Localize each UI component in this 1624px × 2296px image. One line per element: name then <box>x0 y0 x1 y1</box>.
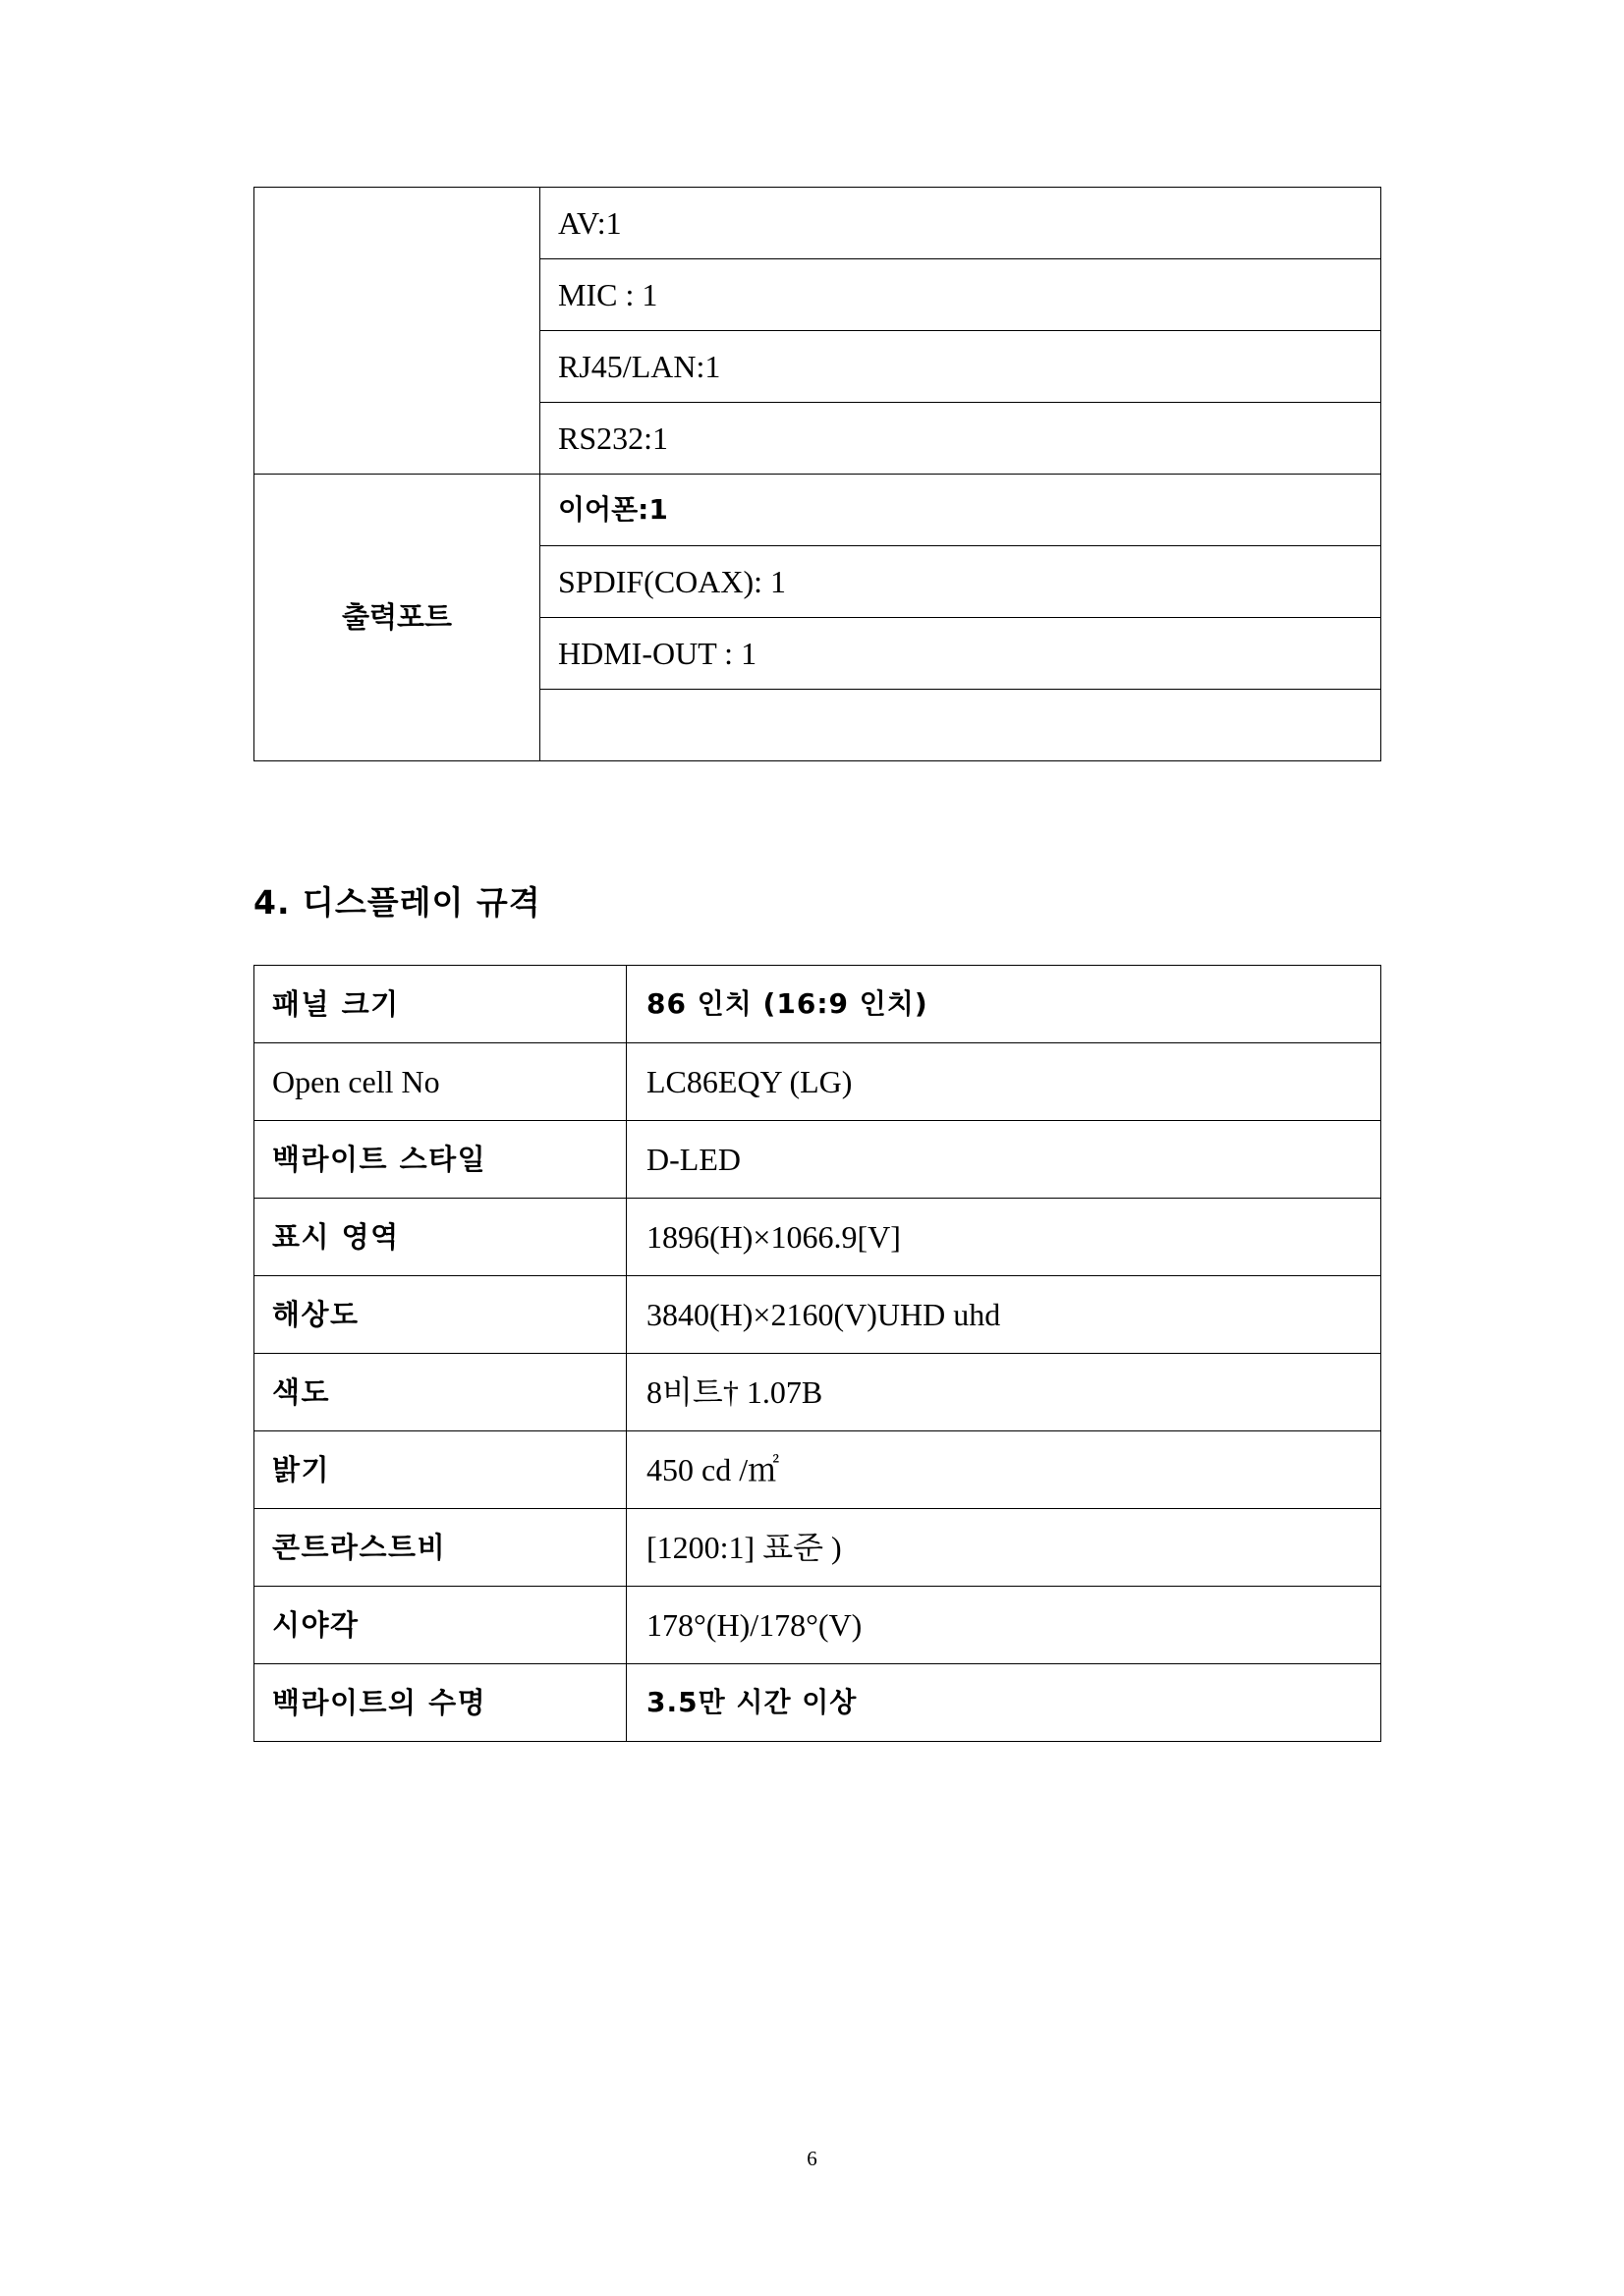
port-value: RJ45/LAN:1 <box>540 331 1381 403</box>
table-row <box>254 1354 1381 1431</box>
spec-value: 8비트† 1.07B <box>627 1354 1381 1431</box>
table-row <box>254 966 1381 1043</box>
table-row <box>254 1431 1381 1509</box>
spec-value: 86 인치 (16:9 인치) <box>627 966 1381 1043</box>
table-row <box>254 1199 1381 1276</box>
spec-value: 3.5만 시간 이상 <box>627 1664 1381 1742</box>
port-value: HDMI-OUT : 1 <box>540 618 1381 690</box>
table-row <box>254 475 1381 546</box>
spec-name: Open cell No <box>254 1043 627 1121</box>
page-number: 6 <box>807 2147 817 2170</box>
port-value: AV:1 <box>540 188 1381 259</box>
spec-value: [1200:1] 표준 ) <box>627 1509 1381 1587</box>
spec-name: 백라이트의 수명 <box>254 1664 627 1742</box>
port-value: SPDIF(COAX): 1 <box>540 546 1381 618</box>
spec-name: 콘트라스트비 <box>254 1509 627 1587</box>
table-row <box>254 1587 1381 1664</box>
page-content <box>253 187 1381 1742</box>
table-row <box>254 1043 1381 1121</box>
table-row <box>254 188 1381 259</box>
spec-name: 해상도 <box>254 1276 627 1354</box>
spec-name: 패널 크기 <box>254 966 627 1043</box>
ports-label-empty-top <box>254 188 540 475</box>
spec-value: 450 cd /㎡ <box>627 1431 1381 1509</box>
port-value-empty <box>540 690 1381 761</box>
port-value: RS232:1 <box>540 403 1381 475</box>
spec-name: 색도 <box>254 1354 627 1431</box>
table-row <box>254 1276 1381 1354</box>
port-value: MIC : 1 <box>540 259 1381 331</box>
spec-value: LC86EQY (LG) <box>627 1043 1381 1121</box>
spec-value: 178°(H)/178°(V) <box>627 1587 1381 1664</box>
spec-value: 3840(H)×2160(V)UHD uhd <box>627 1276 1381 1354</box>
spec-value: D-LED <box>627 1121 1381 1199</box>
output-port-label: 출력포트 <box>254 475 540 761</box>
display-spec-table <box>253 965 1381 1742</box>
table-row <box>254 1664 1381 1742</box>
ports-table <box>253 187 1381 761</box>
table-row <box>254 1509 1381 1587</box>
spec-value: 1896(H)×1066.9[V] <box>627 1199 1381 1276</box>
section-heading: 4. 디스플레이 규격 <box>253 883 541 922</box>
spec-name: 표시 영역 <box>254 1199 627 1276</box>
port-value: 이어폰:1 <box>540 475 1381 546</box>
spec-name: 밝기 <box>254 1431 627 1509</box>
table-row <box>254 1121 1381 1199</box>
spec-name: 백라이트 스타일 <box>254 1121 627 1199</box>
spec-name: 시야각 <box>254 1587 627 1664</box>
